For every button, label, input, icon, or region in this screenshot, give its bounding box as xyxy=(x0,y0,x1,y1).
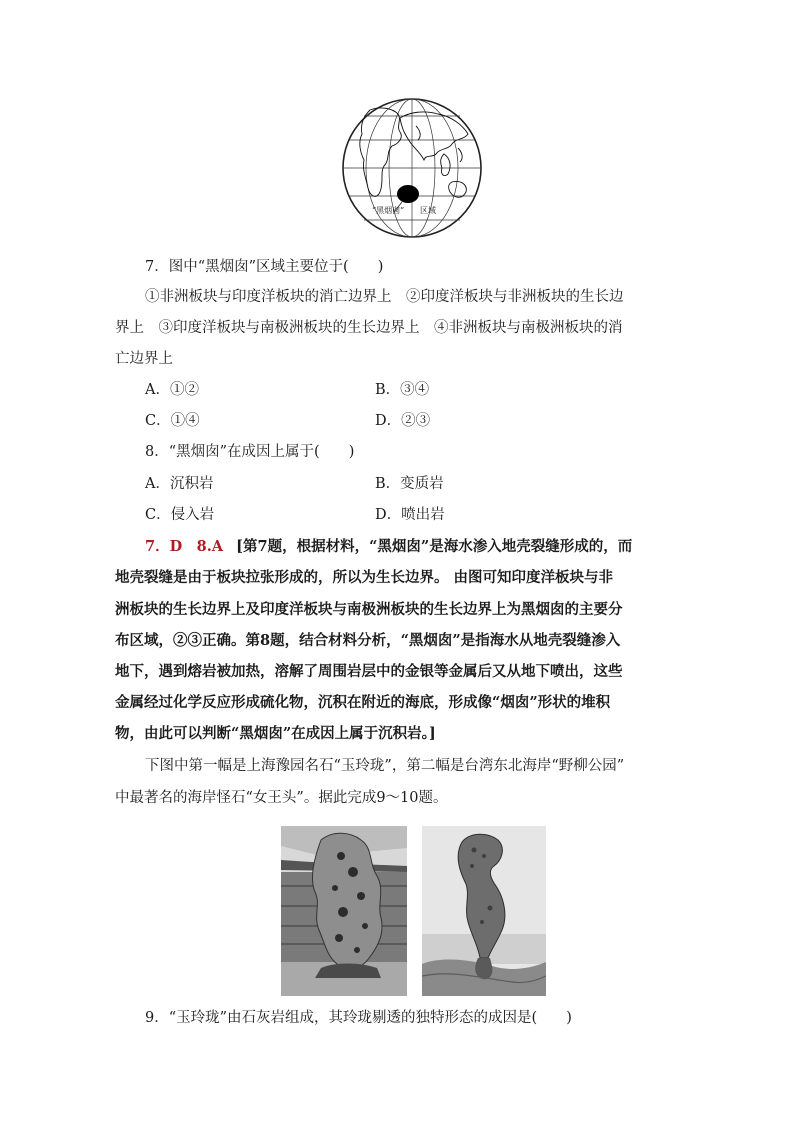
answer-line-4: 布区域，②③正确。第8题，结合材料分析，“黑烟囱”是指海水从地壳裂缝渗入 xyxy=(115,632,621,649)
globe-map xyxy=(340,96,484,240)
intro-line-1: 下图中第一幅是上海豫园名石“玉玲珑”，第二幅是台湾东北海岸“野柳公园” xyxy=(145,758,625,774)
q7-option-b: B．③④ xyxy=(375,382,430,398)
q7-option-d: D．②③ xyxy=(375,413,431,429)
answer-line-3: 洲板块的生长边界上及印度洋板块与南极洲板块的生长边界上为黑烟囱的主要分 xyxy=(115,601,623,618)
q8-option-c: C．侵入岩 xyxy=(145,507,215,523)
answer-key: 7．D 8.A xyxy=(145,538,224,555)
q8-option-a: A．沉积岩 xyxy=(145,476,214,492)
q8-stem: 8．“黑烟囱”在成因上属于( ) xyxy=(145,444,355,460)
q8-option-b: B．变质岩 xyxy=(375,476,444,492)
answer-line-6: 金属经过化学反应形成硫化物，沉积在附近的海底，形成像“烟囱”形状的堆积 xyxy=(115,694,611,711)
photo-yulinglong xyxy=(281,826,407,996)
q7-option-a: A．①② xyxy=(145,382,199,398)
intro-line-2: 中最著名的海岸怪石“女王头”。据此完成9～10题。 xyxy=(115,790,448,806)
q8-option-d: D．喷出岩 xyxy=(375,507,445,523)
globe-label-region: 区域 xyxy=(420,206,436,215)
answer-line-1 xyxy=(145,537,632,557)
q7-stem: 7．图中“黑烟囱”区域主要位于( ) xyxy=(145,259,384,275)
q7-statement-line-1: ①非洲板块与印度洋板块的消亡边界上 ②印度洋板块与非洲板块的生长边 xyxy=(145,289,624,305)
photo-queens-head xyxy=(422,826,546,996)
answer-line-7: 物，由此可以判断“黑烟囱”在成因上属于沉积岩。] xyxy=(115,725,436,742)
globe-label-black-smoker: “黑烟囱” xyxy=(372,206,405,215)
answer-line-2: 地壳裂缝是由于板块拉张形成的，所以为生长边界。 由图可知印度洋板块与非 xyxy=(115,569,614,586)
answer-line-5: 地下，遇到熔岩被加热，溶解了周围岩层中的金银等金属后又从地下喷出，这些 xyxy=(115,663,623,680)
q7-statement-line-2: 界上 ③印度洋板块与南极洲板块的生长边界上 ④非洲板块与南极洲板块的消 xyxy=(115,320,623,336)
q7-statement-line-3: 亡边界上 xyxy=(115,351,173,367)
answer-text-1: [第7题，根据材料，“黑烟囱”是海水渗入地壳裂缝形成的，而 xyxy=(236,538,633,555)
globe-figure xyxy=(340,96,484,240)
q9-stem: 9．“玉玲珑”由石灰岩组成，其玲珑剔透的独特形态的成因是( ) xyxy=(145,1010,572,1026)
q7-option-c: C．①④ xyxy=(145,413,200,429)
